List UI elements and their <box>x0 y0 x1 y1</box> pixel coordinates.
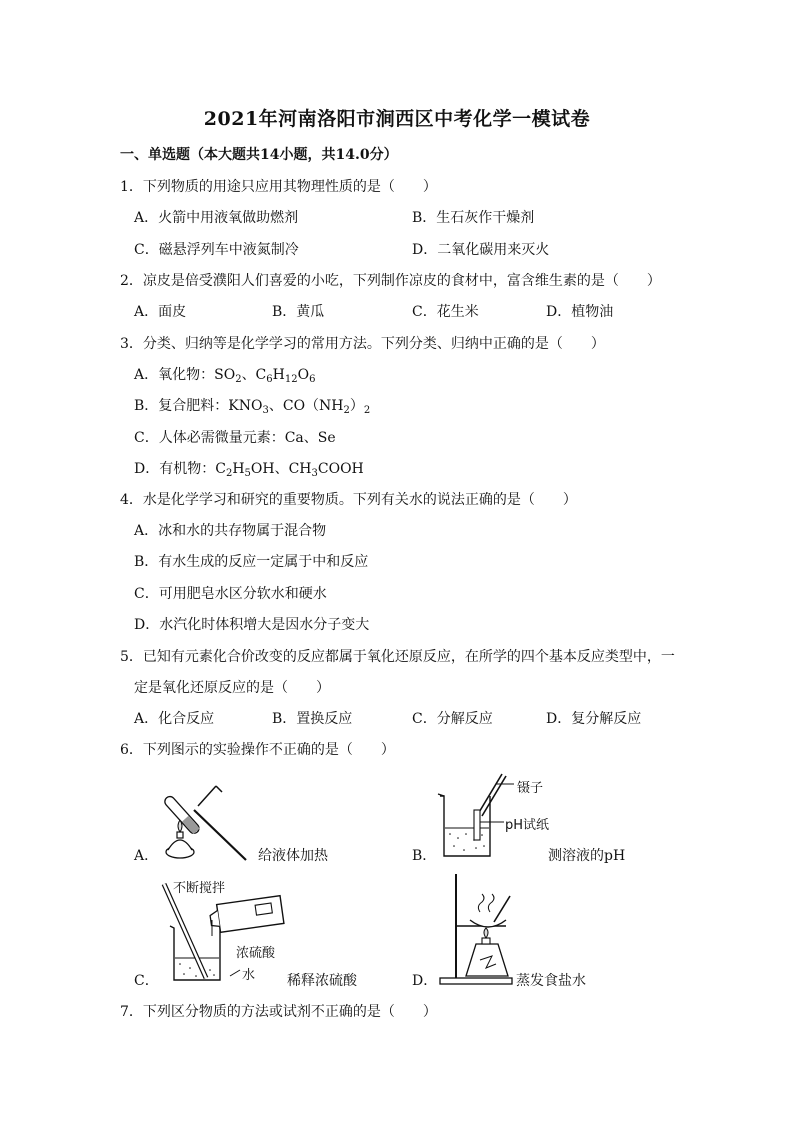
question-2-stem: 2．凉皮是倍受濮阳人们喜爱的小吃，下列制作凉皮的食材中，富含维生素的是（ ） <box>120 273 661 289</box>
question-6-option-a-letter: A． <box>134 848 159 864</box>
question-2-option-c: C．花生米 <box>412 304 479 320</box>
question-3-option-a: A．氧化物：$SO_2$、$C_6H_{12}O_6$ <box>134 367 316 385</box>
question-5-option-d: D．复分解反应 <box>546 711 642 727</box>
question-4-option-c: C．可用肥皂水区分软水和硬水 <box>134 586 327 602</box>
question-2-option-b: B．黄瓜 <box>272 304 325 320</box>
question-3-option-d: D．有机物：$C_2H_5OH$、$CH_3COOH$ <box>134 461 364 479</box>
question-5-option-c: C．分解反应 <box>412 711 493 727</box>
evaporate-salt-water-figure <box>436 872 516 988</box>
option-d-text: D．有机物：C <box>134 461 226 477</box>
acid-label: 浓硫酸 <box>236 946 276 961</box>
question-4-option-d: D．水汽化时体积增大是因水分子变大 <box>134 617 370 633</box>
option-a-text: A．氧化物：SO <box>134 367 236 383</box>
question-2-option-a: A．面皮 <box>134 304 187 320</box>
question-4-option-a: A．冰和水的共存物属于混合物 <box>134 523 327 539</box>
question-5-stem-line-2: 定是氧化还原反应的是（ ） <box>134 680 330 696</box>
ph-paper-label: pH试纸 <box>505 818 550 833</box>
question-6-stem: 6．下列图示的实验操作不正确的是（ ） <box>120 742 395 758</box>
stir-label: 不断搅拌 <box>173 881 226 896</box>
page-title: 2021年河南洛阳市涧西区中考化学一模试卷 <box>203 108 591 130</box>
figure-a-caption: 给液体加热 <box>258 848 328 864</box>
figure-d-caption: 蒸发食盐水 <box>516 973 586 989</box>
question-4-option-b: B．有水生成的反应一定属于中和反应 <box>134 554 369 570</box>
question-5-option-a: A．化合反应 <box>134 711 215 727</box>
question-3-option-c: C．人体必需微量元素：Ca、Se <box>134 430 336 446</box>
question-6-option-b-letter: B． <box>412 848 437 864</box>
question-4-stem: 4．水是化学学习和研究的重要物质。下列有关水的说法正确的是（ ） <box>120 492 577 508</box>
section-heading: 一、单选题（本大题共14小题，共14.0分） <box>120 147 398 163</box>
question-2-option-d: D．植物油 <box>546 304 614 320</box>
question-7-stem: 7．下列区分物质的方法或试剂不正确的是（ ） <box>120 1004 437 1020</box>
figure-b-caption: 测溶液的pH <box>548 848 626 864</box>
question-1-option-d: D．二氧化碳用来灭火 <box>412 242 550 258</box>
option-b-text: B．复合肥料：KNO <box>134 398 263 414</box>
question-5-option-b: B．置换反应 <box>272 711 353 727</box>
question-6-option-d-letter: D． <box>412 973 438 989</box>
figure-c-caption: 稀释浓硫酸 <box>287 973 357 989</box>
question-3-stem: 3．分类、归纳等是化学学习的常用方法。下列分类、归纳中正确的是（ ） <box>120 336 605 352</box>
question-6-option-c-letter: C． <box>134 973 159 989</box>
question-1-option-c: C．磁悬浮列车中液氮制冷 <box>134 242 299 258</box>
tweezers-label: 镊子 <box>517 781 544 796</box>
water-label: 水 <box>242 968 256 983</box>
question-5-stem-line-1: 5．已知有元素化合价改变的反应都属于氧化还原反应，在所学的四个基本反应类型中，一 <box>120 649 675 665</box>
question-1-option-b: B．生石灰作干燥剂 <box>412 210 535 226</box>
question-1-option-a: A．火箭中用液氧做助燃剂 <box>134 210 299 226</box>
question-1-stem: 1．下列物质的用途只应用其物理性质的是（ ） <box>120 179 437 195</box>
heating-liquid-figure <box>158 770 254 866</box>
question-3-option-b: B．复合肥料：$KNO_3$、$CO(NH_2)_2$ <box>134 398 371 416</box>
